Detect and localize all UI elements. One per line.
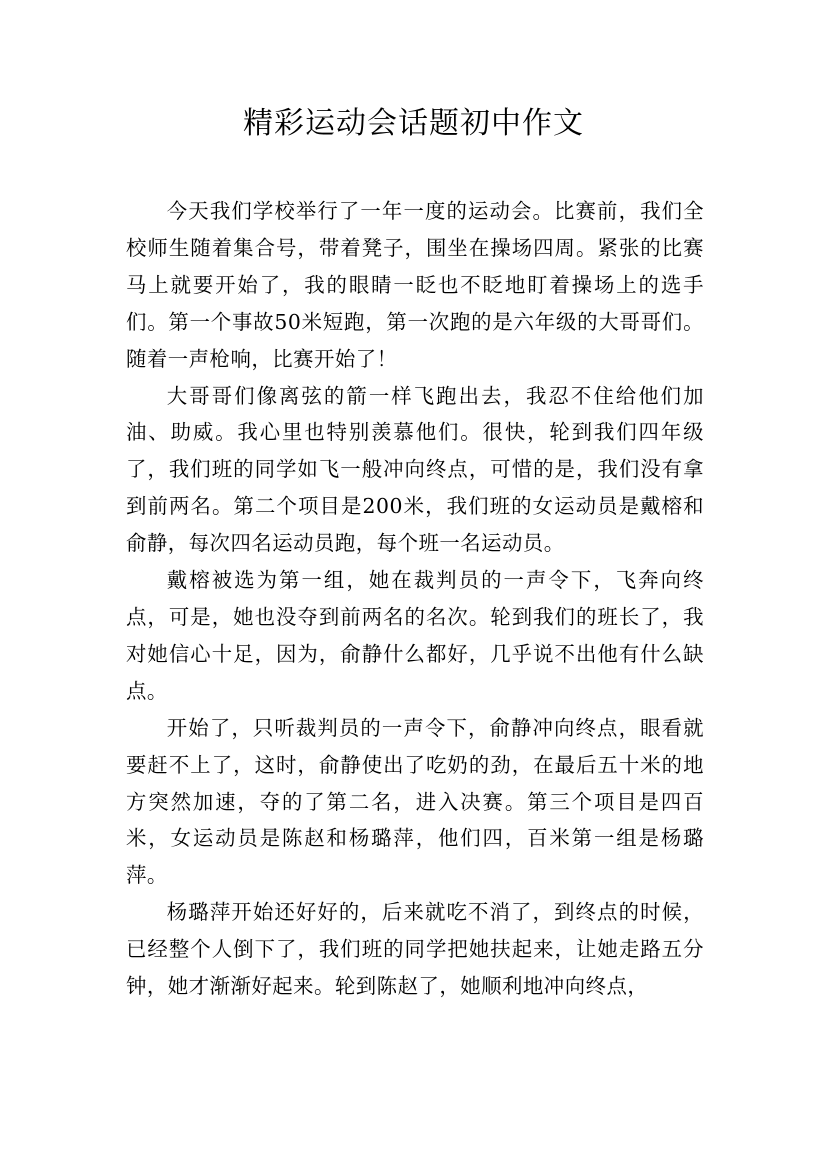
paragraph-3: 戴榕被选为第一组，她在裁判员的一声令下，飞奔向终点，可是，她也没夺到前两名的名次。轮到我们的班长了，我对她信心十足，因为，俞静什么都好，几乎说不出他有什么缺点。 <box>126 568 704 703</box>
essay-body <box>126 193 704 1005</box>
essay-title: 精彩运动会话题初中作文 <box>243 106 584 141</box>
paragraph-5: 杨璐萍开始还好好的，后来就吃不消了，到终点的时候，已经整个人倒下了，我们班的同学把她扶起来，让她走路五分钟，她才渐渐好起来。轮到陈赵了，她顺利地冲向终点， <box>126 900 704 999</box>
paragraph-4: 开始了，只听裁判员的一声令下，俞静冲向终点，眼看就要赶不上了，这时，俞静使出了吃奶的劲，在最后五十米的地方突然加速，夺的了第二名，进入决赛。第三个项目是四百米，女运动员是陈赵和杨璐萍，他们四，百米第一组是杨璐萍。 <box>126 715 704 888</box>
paragraph-1: 今天我们学校举行了一年一度的运动会。比赛前，我们全校师生随着集合号，带着凳子，围坐在操场四周。紧张的比赛马上就要开始了，我的眼睛一眨也不眨地盯着操场上的选手们。第一个事故50米短跑，第一次跑的是六年级的大哥哥们。随着一声枪响，比赛开始了！ <box>126 199 704 371</box>
paragraph-2: 大哥哥们像离弦的箭一样飞跑出去，我忍不住给他们加油、助威。我心里也特别羡慕他们。很快，轮到我们四年级了，我们班的同学如飞一般冲向终点，可惜的是，我们没有拿到前两名。第二个项目是200米，我们班的女运动员是戴榕和俞静，每次四名运动员跑，每个班一名运动员。 <box>126 383 704 556</box>
